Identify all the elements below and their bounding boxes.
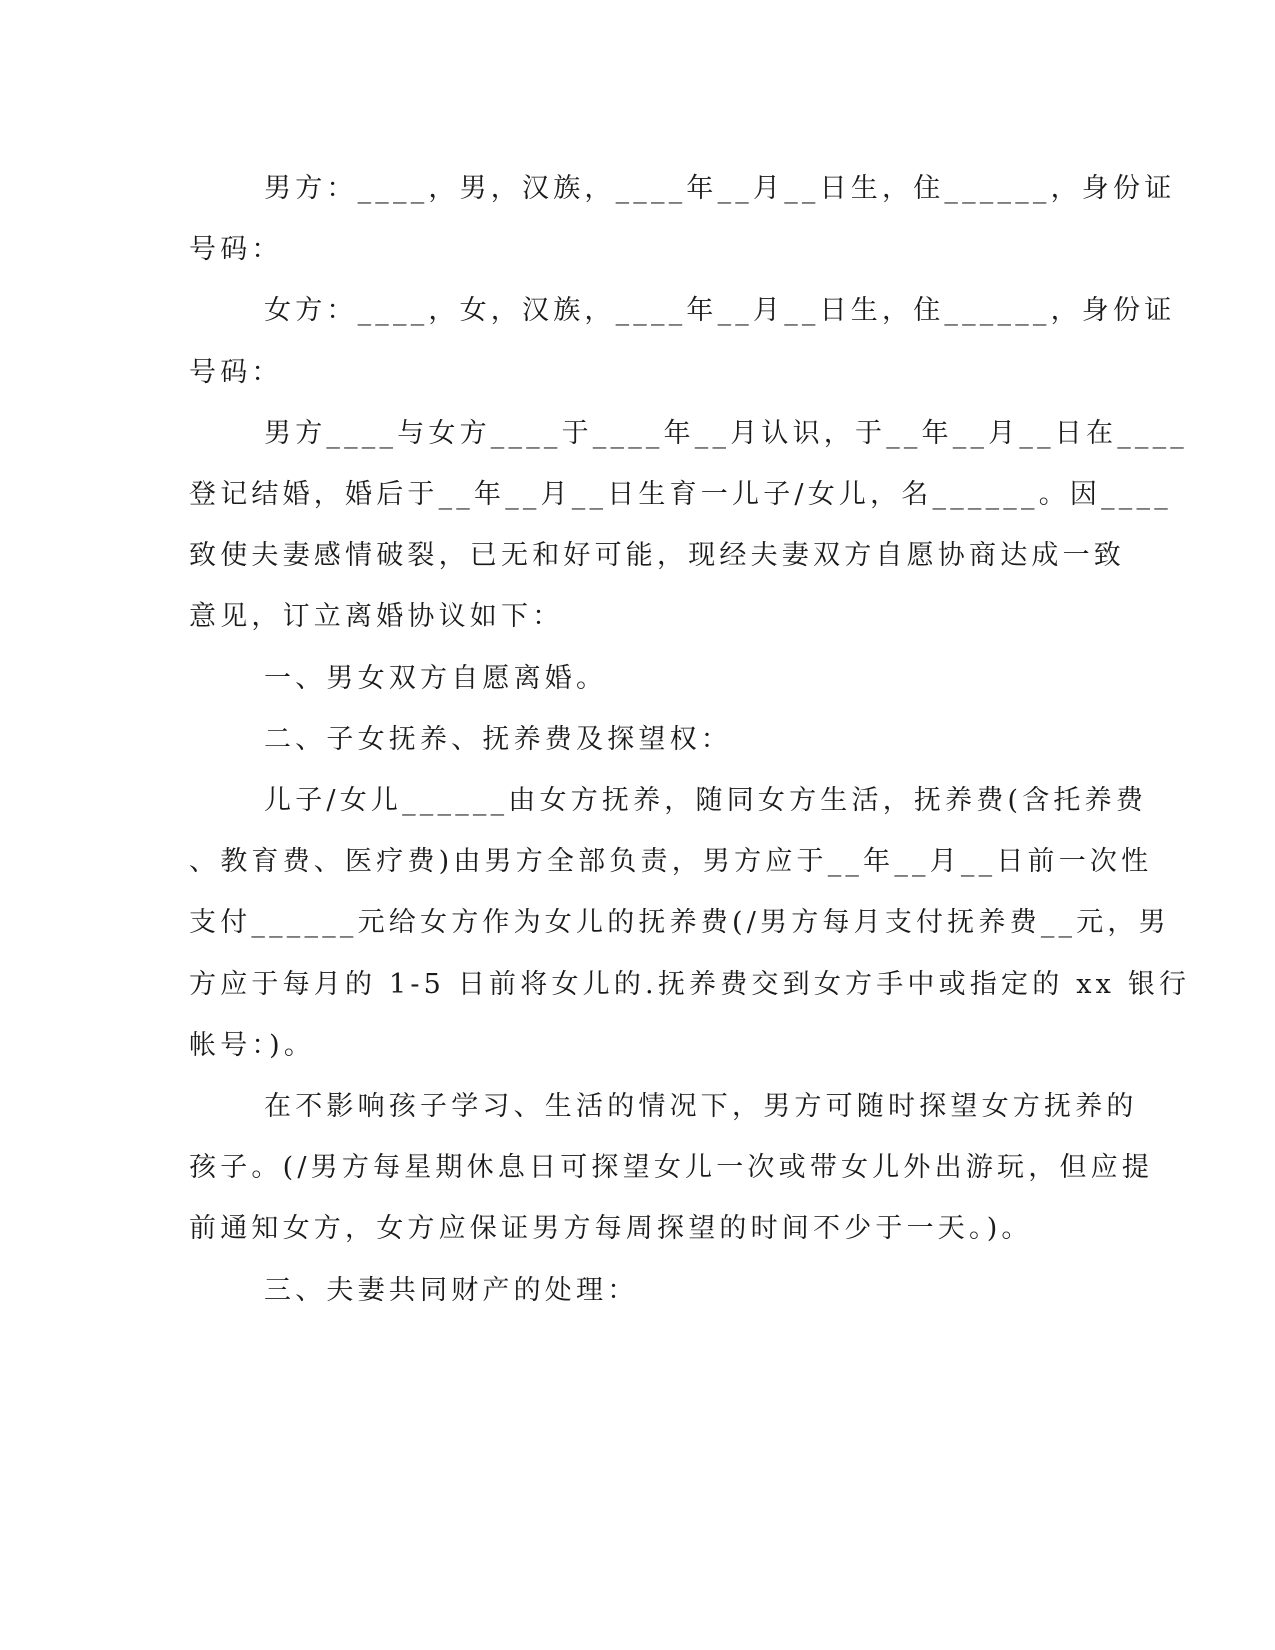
clause-three-heading: 三、夫妻共同财产的处理： bbox=[264, 1274, 639, 1306]
text-line-male-party: 男方：____，男，汉族，____年__月__日生，住______，身份证 bbox=[264, 173, 1176, 204]
text-line-visitation-3: 前通知女方，女方应保证男方每周探望的时间不少于一天。)。 bbox=[189, 1213, 1033, 1245]
text-line-custody-3: 支付______元给女方作为女儿的抚养费(/男方每月支付抚养费__元，男 bbox=[189, 907, 1170, 939]
clause-two-heading: 二、子女抚养、抚养费及探望权： bbox=[264, 723, 732, 755]
text-line-background-1: 男方____与女方____于____年__月认识，于__年__月__日在____ bbox=[264, 417, 1188, 449]
text-line-custody-2: 、教育费、医疗费)由男方全部负责，男方应于__年__月__日前一次性 bbox=[189, 846, 1153, 878]
text-line-custody-5: 帐号：)。 bbox=[189, 1029, 316, 1061]
text-line-male-id: 号码： bbox=[189, 234, 283, 266]
document-body bbox=[189, 158, 1191, 1321]
text-line-female-party: 女方：____，女，汉族，____年__月__日生，住______，身份证 bbox=[264, 295, 1176, 327]
text-line-custody-4: 方应于每月的 1-5 日前将女儿的.抚养费交到女方手中或指定的 xx 银行 bbox=[189, 968, 1191, 1000]
text-line-background-2: 登记结婚，婚后于__年__月__日生育一儿子/女儿，名______。因____ bbox=[189, 479, 1172, 511]
text-line-background-4: 意见，订立离婚协议如下： bbox=[189, 601, 564, 633]
text-line-female-id: 号码： bbox=[189, 356, 283, 388]
text-line-custody-1: 儿子/女儿______由女方抚养，随同女方生活，抚养费(含托养费 bbox=[264, 785, 1148, 817]
clause-one: 一、男女双方自愿离婚。 bbox=[264, 662, 608, 694]
text-line-visitation-2: 孩子。(/男方每星期休息日可探望女儿一次或带女儿外出游玩，但应提 bbox=[189, 1152, 1154, 1184]
text-line-visitation-1: 在不影响孩子学习、生活的情况下，男方可随时探望女方抚养的 bbox=[264, 1091, 1138, 1123]
text-line-background-3: 致使夫妻感情破裂，已无和好可能，现经夫妻双方自愿协商达成一致 bbox=[189, 540, 1125, 572]
